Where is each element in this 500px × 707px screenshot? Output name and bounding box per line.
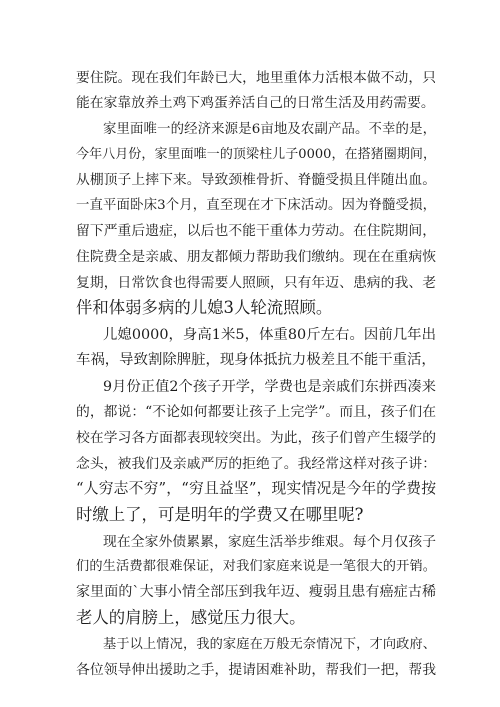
text-line: 现在全家外债累累，家庭生活举步维艰。每个月仅孩子 bbox=[103, 534, 436, 550]
text-line: 老人的肩膀上，感觉压力很大。 bbox=[76, 608, 306, 627]
text-line: 儿媳0000，身高1米5，体重80斤左右。因前几年出 bbox=[103, 327, 436, 343]
text-line: 家里面唯一的经济来源是6亩地及农副产品。不幸的是， bbox=[103, 122, 436, 137]
text-line: 能在家靠放养土鸡下鸡蛋养活自己的日常生活及用药需要。 bbox=[76, 95, 435, 111]
text-line: 时缴上了，可是明年的学费又在哪里呢? bbox=[76, 505, 364, 524]
text-line: 要住院。现在我们年龄已大，地里重体力活根本做不动，只 bbox=[76, 70, 436, 86]
text-line: 校在学习各方面都表现较突出。为此，孩子们曾产生辍学的 bbox=[76, 430, 436, 446]
text-line: 留下严重后遗症，以后也不能干重体力劳动。在住院期间， bbox=[76, 223, 436, 239]
text-line: 家里面的`大事小情全部压到我年迈、瘦弱且患有癌症古稀 bbox=[76, 584, 436, 600]
text-line: 住院费全是亲戚、朋友都倾力帮助我们缴纳。现在在重病恢 bbox=[76, 249, 436, 265]
text-line: 们的生活费都很难保证，对我们家庭来说是一笔很大的开销。 bbox=[76, 559, 436, 574]
text-line: “人穷志不穷”，“穷且益坚”，现实情况是今年的学费按 bbox=[76, 480, 436, 497]
text-line: 各位领导伸出援助之手，提请困难补助，帮我们一把，帮我 bbox=[76, 662, 436, 678]
text-line: 复期，日常饮食也得需要人照顾，只有年迈、患病的我、老 bbox=[76, 275, 436, 291]
text-line: 车祸，导致割除脾脏，现身体抵抗力极差且不能干重活， bbox=[76, 352, 436, 368]
text-line: 念头，被我们及亲戚严厉的拒绝了。我经常这样对孩子讲： bbox=[76, 456, 436, 472]
text-line: 的，都说：“不论如何都要让孩子上完学”。而且，孩子们在 bbox=[76, 404, 436, 420]
text-line: 从棚顶子上摔下来。导致颈椎骨折、脊髓受损且伴随出血。 bbox=[76, 172, 436, 188]
text-line: 9月份正值2个孩子开学，学费也是亲戚们东拼西凑来 bbox=[103, 379, 436, 395]
text-line: 伴和体弱多病的儿媳3人轮流照顾。 bbox=[76, 298, 333, 317]
text-line: 基于以上情况，我的家庭在万般无奈情况下，才向政府、 bbox=[103, 637, 436, 652]
text-line: 一直平面卧床3个月，直至现在才下床活动。因为脊髓受损， bbox=[76, 198, 436, 213]
text-line: 今年八月份，家里面唯一的顶梁柱儿子0000，在搭猪圈期间， bbox=[76, 147, 436, 162]
